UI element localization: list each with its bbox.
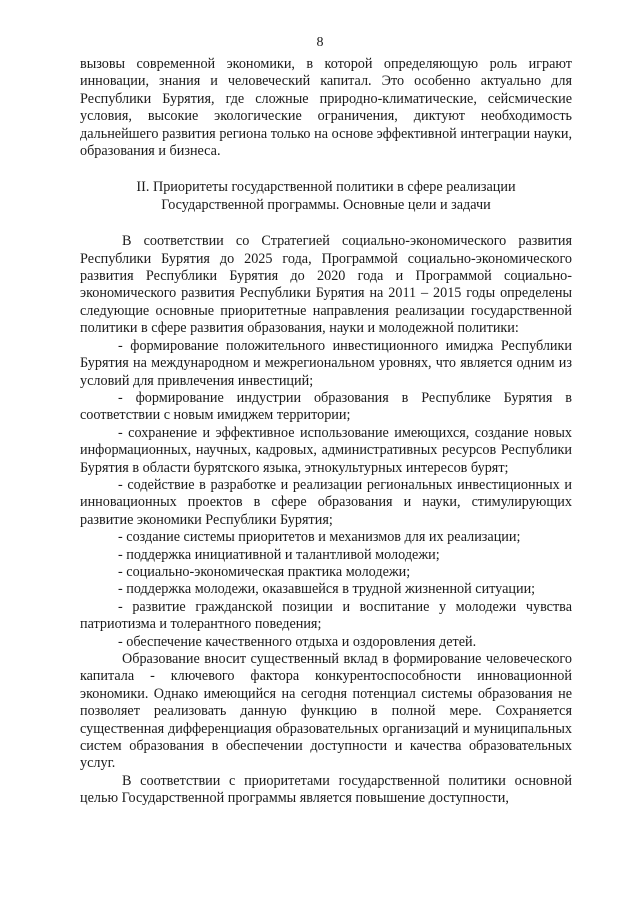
goal-paragraph: В соответствии с приоритетами государственной политики основной целью Государственной программы является повышение доступности, [80, 772, 572, 807]
education-paragraph: Образование вносит существенный вклад в формирование человеческого капитала - ключевого фактора конкурентоспособности инновационной экономики. Однако имеющийся на сегодня потенциал системы образования не позволяет реализовать данную функцию в полной мере. Сохраняется существенная дифференциация образовательных организаций и муниципальных систем образования в обеспечении доступности и качества образовательных услуг. [80, 651, 572, 772]
priority-item: - формирование положительного инвестиционного имиджа Республики Бурятия на международном и межрегиональном уровнях, что является одним из условий для привлечения инвестиций; [80, 337, 572, 389]
section-heading-line-2: Государственной программы. Основные цели и задачи [161, 196, 491, 213]
priority-item: - формирование индустрии образования в Республике Бурятия в соответствии с новым имиджем территории; [80, 389, 572, 424]
document-body [80, 56, 572, 808]
priority-item: - поддержка инициативной и талантливой молодежи; [118, 546, 440, 563]
priority-item: - социально-экономическая практика молодежи; [118, 563, 411, 580]
priority-item: - содействие в разработке и реализации региональных инвестиционных и инновационных проектов в сфере образования и науки, стимулирующих развитие экономики Республики Бурятия; [80, 476, 572, 528]
priority-item: - развитие гражданской позиции и воспитание у молодежи чувства патриотизма и толерантного поведения; [80, 598, 572, 633]
section-heading-line-1: II. Приоритеты государственной политики в сфере реализации [136, 179, 516, 196]
intro-paragraph: вызовы современной экономики, в которой определяющую роль играют инновации, знания и человеческий капитал. Это особенно актуально для Республики Бурятия, где сложные природно-климатические, сейсмические условия, высокие экологические ограничения, диктуют необходимость дальнейшего развития региона только на основе эффективной интеграции науки, образования и бизнеса. [80, 56, 572, 160]
priority-item: - создание системы приоритетов и механизмов для их реализации; [118, 529, 521, 546]
priority-item: - поддержка молодежи, оказавшейся в трудной жизненной ситуации; [118, 581, 536, 598]
section-heading [80, 179, 572, 214]
priority-item: - обеспечение качественного отдыха и оздоровления детей. [118, 633, 477, 650]
strategy-paragraph: В соответствии со Стратегией социально-экономического развития Республики Бурятия до 2025 года, Программой социально-экономического развития Республики Бурятия до 2020 года и Программой социально-экономического развития Республики Бурятия на 2011 – 2015 годы определены следующие основные приоритетные направления реализации государственной политики в сфере развития образования, науки и молодежной политики: [80, 233, 572, 337]
page-number: 8 [316, 35, 324, 50]
priority-item: - сохранение и эффективное использование имеющихся, создание новых информационных, научных, кадровых, административных ресурсов Республики Бурятия в области бурятского языка, этнокультурных интересов бурят; [80, 424, 572, 476]
